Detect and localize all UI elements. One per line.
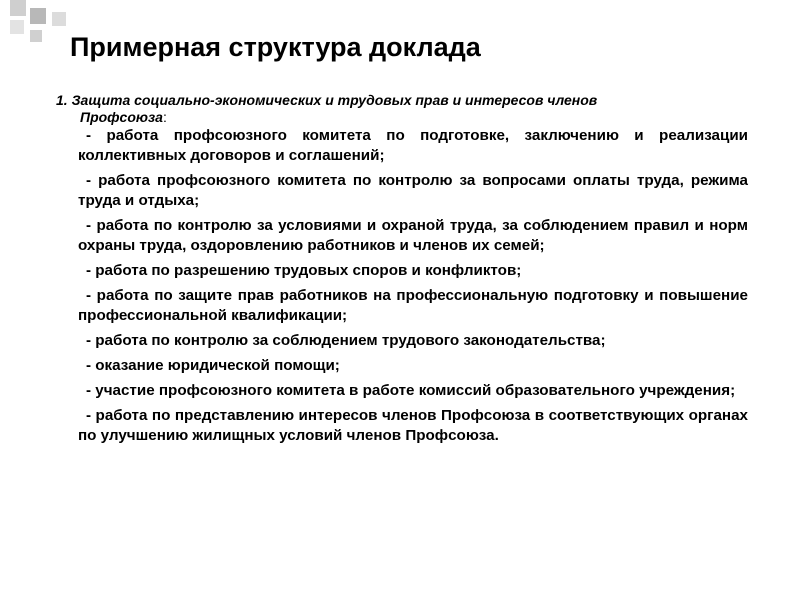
list-item: - участие профсоюзного комитета в работе комиссий образовательного учреждения; (86, 382, 736, 399)
list-item: - работа по представлению интересов членов Профсоюза в соответствующих органах по улучшению жилищных условий членов Профсоюза. (78, 407, 748, 444)
list-item: - работа по защите прав работников на профессиональную подготовку и повышение профессиональной квалификации; (78, 287, 748, 324)
list-item: - работа профсоюзного комитета по контролю за вопросами оплаты труда, режима труда и отдыха; (78, 172, 748, 209)
section-heading-line2 (56, 109, 756, 126)
section-heading-line1: 1. Защита социально-экономических и трудовых прав и интересов членов (56, 92, 598, 108)
slide-title: Примерная структура доклада (70, 32, 481, 62)
item-list (78, 126, 748, 451)
section-heading (56, 92, 756, 126)
section-heading-colon: : (162, 109, 167, 125)
list-item: - работа по контролю за соблюдением трудового законодательства; (86, 332, 606, 349)
list-item: - оказание юридической помощи; (86, 357, 340, 374)
section-heading-word: Профсоюза (80, 109, 163, 125)
list-item: - работа профсоюзного комитета по подготовке, заключению и реализации коллективных договоров и соглашений; (78, 127, 748, 164)
list-item: - работа по разрешению трудовых споров и конфликтов; (86, 262, 522, 279)
list-item: - работа по контролю за условиями и охраной труда, за соблюдением правил и норм охраны труда, оздоровлению работников и членов их семей; (78, 217, 748, 254)
